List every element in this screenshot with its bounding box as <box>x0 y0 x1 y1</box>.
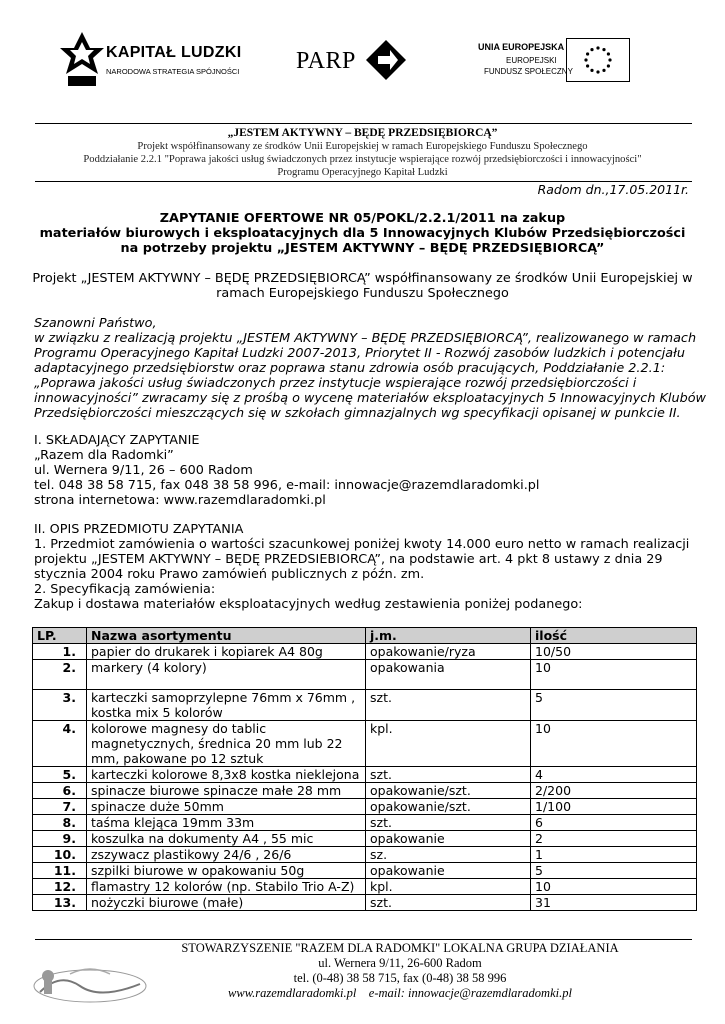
project-name: „JESTEM AKTYWNY – BĘDĘ PRZEDSIĘBIORCĄ” <box>227 127 498 139</box>
footer-address: ul. Wernera 9/11, 26-600 Radom <box>318 956 482 970</box>
kapital-ludzki-emblem-icon <box>60 32 104 88</box>
title-line-2: materiałów biurowych i eksploatacyjnych dla 5 Innowacyjnych Klubów Przedsiębiorczości <box>39 226 686 241</box>
intro-line-7: Przedsiębiorczości mieszczących się w szkołach gimnazjalnych wg specyfikacji opisanej w punkcie II. <box>34 406 681 421</box>
row-name: flamastry 12 kolorów (np. Stabilo Trio A-Z) <box>87 879 366 895</box>
table-row <box>33 721 697 767</box>
subtitle-line-2: ramach Europejskiego Funduszu Społecznego <box>216 286 509 301</box>
row-unit: szt. <box>366 767 531 783</box>
intro-line-1: Szanowni Państwo, <box>34 316 157 331</box>
table-row <box>33 783 697 799</box>
eu-logo-title: UNIA EUROPEJSKA <box>478 42 565 52</box>
row-unit: opakowanie <box>366 863 531 879</box>
eu-logo-line3: FUNDUSZ SPOŁECZNY <box>484 67 573 76</box>
section2-heading: II. OPIS PRZEDMIOTU ZAPYTANIA <box>34 522 244 537</box>
row-quantity: 10 <box>531 660 697 690</box>
section2-line-1: 1. Przedmiot zamówienia o wartości szacunkowej poniżej kwoty 14.000 euro netto w ramach realizacji <box>34 537 690 552</box>
cofinance-note: Projekt współfinansowany ze środków Unii Europejskiej w ramach Europejskiego Funduszu Społecznego <box>137 141 588 152</box>
row-quantity: 4 <box>531 767 697 783</box>
row-unit: opakowania <box>366 660 531 690</box>
row-name: koszulka na dokumenty A4 , 55 mic <box>87 831 366 847</box>
section1-org: „Razem dla Radomki” <box>34 448 174 463</box>
header-quantity: ilość <box>531 628 697 644</box>
table-row <box>33 660 697 690</box>
eu-flag-icon <box>566 38 630 82</box>
row-quantity: 1/100 <box>531 799 697 815</box>
table-row <box>33 690 697 721</box>
row-unit: opakowanie/szt. <box>366 783 531 799</box>
footer-email-link[interactable]: e-mail: innowacje@razemdlaradomki.pl <box>368 986 572 1000</box>
table-row <box>33 644 697 660</box>
row-unit: kpl. <box>366 721 531 767</box>
row-lp: 11. <box>33 863 87 879</box>
row-lp: 10. <box>33 847 87 863</box>
intro-line-6: innowacyjności” zwracamy się z prośbą o wycenę materiałów eksploatacyjnych 5 Innowacyjnych Klubów <box>34 391 706 406</box>
table-row <box>33 799 697 815</box>
table-row <box>33 863 697 879</box>
row-quantity: 5 <box>531 863 697 879</box>
section2-line-4: 2. Specyfikacją zamówienia: <box>34 582 216 597</box>
row-quantity: 5 <box>531 690 697 721</box>
parp-logo <box>296 38 416 82</box>
parp-arrow-icon <box>364 38 408 82</box>
row-lp: 13. <box>33 895 87 911</box>
row-lp: 6. <box>33 783 87 799</box>
section1-heading: I. SKŁADAJĄCY ZAPYTANIE <box>34 433 200 448</box>
header-top-rule <box>35 123 692 124</box>
row-quantity: 2 <box>531 831 697 847</box>
eu-logo-line2: EUROPEJSKI <box>506 56 557 65</box>
programme-note: Programu Operacyjnego Kapitał Ludzki <box>277 167 448 178</box>
section2-line-3: stycznia 2004 roku Prawo zamówień publicznych z późn. zm. <box>34 567 425 582</box>
row-name: kolorowe magnesy do tablic magnetycznych, średnica 20 mm lub 22 mm, pakowane po 12 sztuk <box>87 721 366 767</box>
intro-line-3: Programu Operacyjnego Kapitał Ludzki 2007-2013, Priorytet II - Rozwój zasobów ludzkich i potencjału <box>34 346 685 361</box>
row-name: karteczki kolorowe 8,3x8 kostka nieklejona <box>87 767 366 783</box>
table-row <box>33 767 697 783</box>
kapital-ludzki-logo <box>60 30 260 90</box>
row-unit: szt. <box>366 895 531 911</box>
row-lp: 5. <box>33 767 87 783</box>
footer-rule <box>35 939 692 940</box>
row-name: zszywacz plastikowy 24/6 , 26/6 <box>87 847 366 863</box>
row-lp: 4. <box>33 721 87 767</box>
kapital-ludzki-subtitle: NARODOWA STRATEGIA SPÓJNOŚCI <box>106 67 240 76</box>
row-lp: 3. <box>33 690 87 721</box>
row-name: szpilki biurowe w opakowaniu 50g <box>87 863 366 879</box>
footer-logo-icon <box>30 952 150 1006</box>
row-lp: 12. <box>33 879 87 895</box>
title-line-1: ZAPYTANIE OFERTOWE NR 05/POKL/2.2.1/2011 na zakup <box>159 211 566 226</box>
intro-line-4: adaptacyjnego przedsiębiorstw oraz poprawa stanu zdrowia osób pracujących, Poddziałanie 2.2.1: <box>34 361 666 376</box>
row-unit: opakowanie <box>366 831 531 847</box>
row-unit: sz. <box>366 847 531 863</box>
row-quantity: 1 <box>531 847 697 863</box>
intro-line-2: w związku z realizacją projektu „JESTEM AKTYWNY – BĘDĘ PRZEDSIĘBIORCĄ”, realizowanego w ramach <box>34 331 697 346</box>
row-unit: kpl. <box>366 879 531 895</box>
section2-line-2: projektu „JESTEM AKTYWNY – BĘDĘ PRZEDSIEBIORCĄ”, na podstawie art. 4 pkt 8 ustawy z dnia 29 <box>34 552 663 567</box>
subtitle-line-1: Projekt „JESTEM AKTYWNY – BĘDĘ PRZEDSIĘBIORCĄ” współfinansowany ze środków Unii Europejskiej w <box>32 271 693 286</box>
header-lp: LP. <box>33 628 87 644</box>
table-row <box>33 895 697 911</box>
parp-wordmark: PARP <box>296 48 356 74</box>
row-name: taśma klejąca 19mm 33m <box>87 815 366 831</box>
eu-logo <box>470 38 630 88</box>
row-quantity: 31 <box>531 895 697 911</box>
row-quantity: 6 <box>531 815 697 831</box>
section1-address: ul. Wernera 9/11, 26 – 600 Radom <box>34 463 253 478</box>
row-name: spinacze duże 50mm <box>87 799 366 815</box>
row-lp: 2. <box>33 660 87 690</box>
row-unit: szt. <box>366 815 531 831</box>
row-unit: opakowanie/szt. <box>366 799 531 815</box>
section2-line-5: Zakup i dostawa materiałów eksploatacyjnych według zestawienia poniżej podanego: <box>34 597 583 612</box>
header-unit: j.m. <box>366 628 531 644</box>
row-name: markery (4 kolory) <box>87 660 366 690</box>
table-row <box>33 879 697 895</box>
intro-line-5: „Poprawa jakości usług świadczonych przez instytucje wspierające rozwój przedsiębiorczości i <box>34 376 637 391</box>
kapital-ludzki-title: KAPITAŁ LUDZKI <box>106 44 242 61</box>
title-line-3: na potrzeby projektu „JESTEM AKTYWNY – BĘDĘ PRZEDSIĘBIORCĄ” <box>120 241 605 256</box>
table-row <box>33 815 697 831</box>
table-row <box>33 847 697 863</box>
header-name: Nazwa asortymentu <box>87 628 366 644</box>
row-lp: 1. <box>33 644 87 660</box>
date-line: Radom dn.,17.05.2011r. <box>537 182 689 197</box>
row-unit: szt. <box>366 690 531 721</box>
table-header-row <box>33 628 697 644</box>
row-name: spinacze biurowe spinacze małe 28 mm <box>87 783 366 799</box>
section1-website: strona internetowa: www.razemdlaradomki.pl <box>34 493 326 508</box>
row-lp: 9. <box>33 831 87 847</box>
row-quantity: 10 <box>531 879 697 895</box>
row-quantity: 2/200 <box>531 783 697 799</box>
row-name: karteczki samoprzylepne 76mm x 76mm , kostka mix 5 kolorów <box>87 690 366 721</box>
footer-contact <box>170 986 630 1001</box>
row-name: nożyczki biurowe (małe) <box>87 895 366 911</box>
section1-contact: tel. 048 38 58 715, fax 048 38 58 996, e-mail: innowacje@razemdlaradomki.pl <box>34 478 540 493</box>
footer-web-link[interactable]: www.razemdlaradomki.pl <box>228 986 357 1000</box>
row-name: papier do drukarek i kopiarek A4 80g <box>87 644 366 660</box>
measure-note: Poddziałanie 2.2.1 "Poprawa jakości usług świadczonych przez instytucje wspierające rozwój przedsiębiorczości i innowacyjności" <box>83 154 642 165</box>
row-lp: 7. <box>33 799 87 815</box>
row-quantity: 10 <box>531 721 697 767</box>
table-row <box>33 831 697 847</box>
row-quantity: 10/50 <box>531 644 697 660</box>
row-unit: opakowanie/ryza <box>366 644 531 660</box>
footer-phone: tel. (0-48) 38 58 715, fax (0-48) 38 58 996 <box>293 971 507 985</box>
items-table <box>32 627 697 911</box>
row-lp: 8. <box>33 815 87 831</box>
footer-org: STOWARZYSZENIE "RAZEM DLA RADOMKI" LOKALNA GRUPA DZIAŁANIA <box>181 941 619 955</box>
